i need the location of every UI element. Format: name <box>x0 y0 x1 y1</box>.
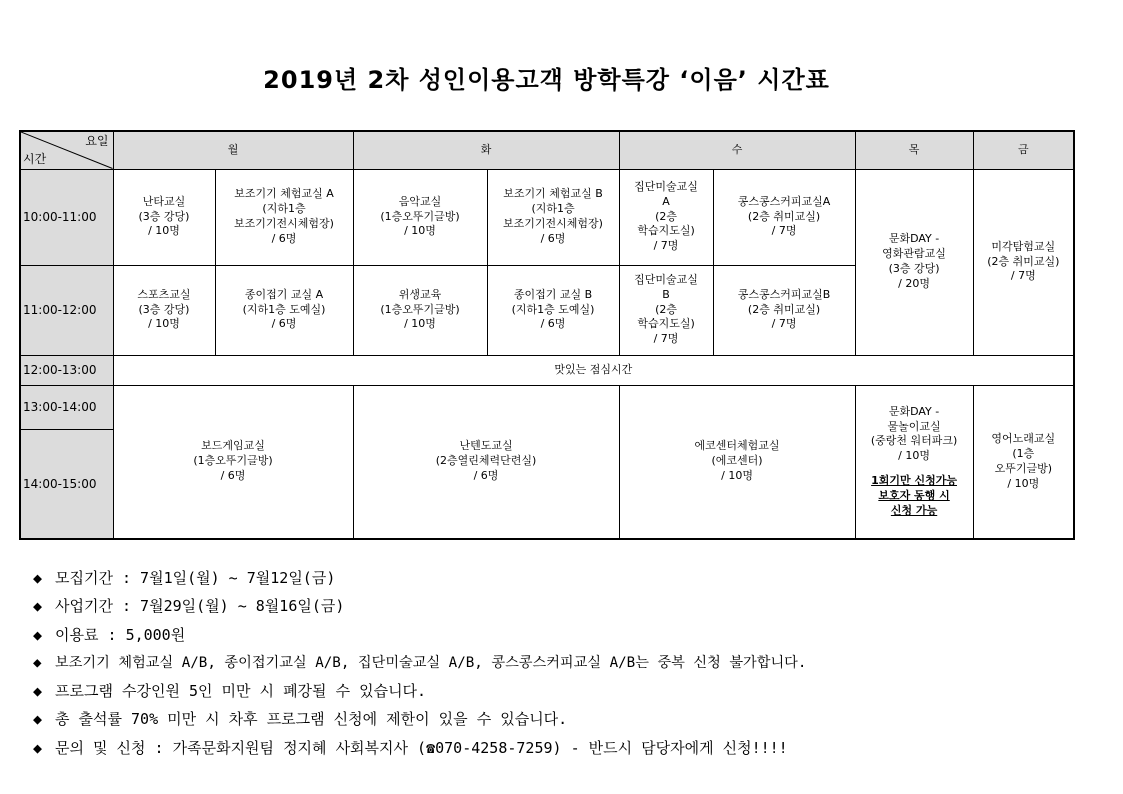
timetable <box>19 130 1075 540</box>
day-header-thu: 목 <box>855 131 973 169</box>
class-capacity: / 6명 <box>271 231 297 245</box>
class-place: (3층 강당) <box>138 302 190 316</box>
corner-day-label: 요일 <box>85 134 109 148</box>
note-item: ◆ 보조기기 체험교실 A/B, 종이접기교실 A/B, 집단미술교실 A/B, 콩스콩스커피교실 A/B는 중복 신청 불가합니다. <box>33 649 806 677</box>
class-name: 종이접기 교실 A <box>244 287 324 301</box>
class-name: 영화관람교실 <box>882 247 946 261</box>
class-capacity: / 6명 <box>540 231 566 245</box>
diamond-bullet-icon: ◆ <box>33 738 43 757</box>
time-label: 14:00-15:00 <box>20 429 113 539</box>
class-capacity: / 6명 <box>473 469 499 483</box>
class-cell <box>487 265 619 355</box>
class-place: (3층 강당) <box>138 209 190 223</box>
class-place: (1층오뚜기글방) <box>193 454 273 468</box>
class-name: 위생교육 <box>398 287 442 301</box>
class-cell <box>487 169 619 265</box>
class-place: 학습지도실) <box>637 317 695 331</box>
class-capacity: / 10명 <box>898 449 930 463</box>
class-capacity: / 10명 <box>1007 476 1040 490</box>
class-name: A <box>662 194 670 208</box>
class-place: (1층 <box>1012 446 1035 460</box>
diamond-bullet-icon: ◆ <box>33 710 43 729</box>
class-name: 난텐도교실 <box>459 439 513 453</box>
class-capacity: / 6명 <box>540 317 566 331</box>
class-cell <box>113 169 215 265</box>
day-header-mon: 월 <box>113 131 353 169</box>
class-name: 집단미술교실 <box>634 179 698 193</box>
class-name: 문화DAY - <box>888 232 940 246</box>
class-name: 스포츠교실 <box>137 287 191 301</box>
class-place: (지하1층 도예실) <box>511 302 595 316</box>
class-name: 종이접기 교실 B <box>513 287 593 301</box>
class-name: 문화DAY - <box>888 404 940 418</box>
class-place: (지하1층 <box>531 202 575 216</box>
header-corner <box>20 131 113 169</box>
class-capacity: / 10명 <box>404 317 436 331</box>
class-cell <box>973 169 1074 355</box>
class-name: 집단미술교실 <box>634 272 698 286</box>
class-place: (2층열린체력단련실) <box>435 454 537 468</box>
class-place: 학습지도실) <box>637 224 695 238</box>
class-cell <box>973 385 1074 539</box>
class-place: (에코센터) <box>711 454 763 468</box>
class-capacity: / 7명 <box>653 332 679 346</box>
note-item: ◆ 사업기간 : 7월29일(월) ~ 8월16일(금) <box>33 592 806 620</box>
class-capacity: / 7명 <box>771 224 797 238</box>
class-place: 보조기기전시체험장) <box>234 217 334 230</box>
class-place: (지하1층 도예실) <box>242 302 326 316</box>
class-cell <box>855 169 973 355</box>
class-place: 보조기기전시체험장) <box>503 217 603 230</box>
class-note: 신청 가능 <box>890 503 938 517</box>
class-capacity: / 10명 <box>148 317 180 331</box>
diamond-bullet-icon: ◆ <box>33 625 43 644</box>
class-name: 콩스콩스커피교실A <box>737 194 831 208</box>
diamond-bullet-icon: ◆ <box>33 597 43 616</box>
class-cell <box>713 265 855 355</box>
class-cell <box>713 169 855 265</box>
class-cell <box>619 169 713 265</box>
class-place: (지하1층 <box>262 202 306 216</box>
class-capacity: / 10명 <box>721 469 753 483</box>
class-capacity: / 6명 <box>271 317 297 331</box>
class-note: 1회기만 신청가능 <box>871 474 957 488</box>
class-place: (2층 취미교실) <box>747 302 821 316</box>
class-capacity: / 10명 <box>404 224 436 238</box>
time-label: 13:00-14:00 <box>20 385 113 429</box>
class-name: 미각탐험교실 <box>991 239 1056 253</box>
corner-time-label: 시간 <box>23 152 47 167</box>
class-capacity: / 20명 <box>898 276 930 290</box>
diamond-bullet-icon: ◆ <box>33 569 43 587</box>
class-cell <box>215 169 353 265</box>
lunch-cell: 맛있는 점심시간 <box>113 355 1074 385</box>
diamond-bullet-icon: ◆ <box>33 654 42 671</box>
class-name: 에코센터체험교실 <box>694 439 780 453</box>
class-cell <box>353 265 487 355</box>
class-name: 콩스콩스커피교실B <box>737 287 831 301</box>
note-item: ◆ 프로그램 수강인원 5인 미만 시 폐강될 수 있습니다. <box>33 677 806 705</box>
time-label: 12:00-13:00 <box>20 355 113 385</box>
class-name: 난타교실 <box>142 194 186 208</box>
day-header-wed: 수 <box>619 131 855 169</box>
class-capacity: / 7명 <box>653 239 679 253</box>
class-name: 보조기기 체험교실 B <box>503 187 603 201</box>
day-header-tue: 화 <box>353 131 619 169</box>
class-cell <box>353 385 619 539</box>
class-place: (2층 취미교실) <box>987 254 1060 268</box>
note-item: ◆ 모집기간 : 7월1일(월) ~ 7월12일(금) <box>33 564 806 592</box>
class-place: (2층 <box>655 302 677 316</box>
diamond-bullet-icon: ◆ <box>33 682 43 701</box>
class-capacity: / 7명 <box>1010 269 1036 283</box>
class-place: (1층오뚜기글방) <box>380 302 460 316</box>
class-place: (2층 <box>655 209 677 223</box>
time-label: 10:00-11:00 <box>20 169 113 265</box>
class-capacity: / 10명 <box>148 224 180 238</box>
page-title: 2019년 2차 성인이용고객 방학특강 ‘이음’ 시간표 <box>263 66 830 94</box>
class-name: 보드게임교실 <box>201 439 265 453</box>
class-capacity: / 7명 <box>771 317 797 331</box>
class-cell <box>619 265 713 355</box>
class-capacity: / 6명 <box>220 469 246 483</box>
class-place: 오뚜기글방) <box>994 461 1052 475</box>
class-cell <box>353 169 487 265</box>
class-cell <box>855 385 973 539</box>
note-item: ◆ 이용료 : 5,000원 <box>33 621 806 649</box>
class-place: (1층오뚜기글방) <box>380 209 460 223</box>
note-item: ◆ 총 출석률 70% 미만 시 차후 프로그램 신청에 제한이 있을 수 있습니다. <box>33 705 806 733</box>
class-note: 보호자 동행 시 <box>878 489 950 503</box>
class-cell <box>113 385 353 539</box>
class-cell <box>215 265 353 355</box>
class-cell <box>619 385 855 539</box>
day-header-fri: 금 <box>973 131 1074 169</box>
class-place: (중랑천 워터파크) <box>870 434 958 448</box>
class-name: 영어노래교실 <box>991 432 1056 446</box>
class-name: 물놀이교실 <box>887 419 941 433</box>
class-place: (2층 취미교실) <box>747 209 821 223</box>
notes-list <box>33 564 806 762</box>
class-cell <box>113 265 215 355</box>
note-item: ◆ 문의 및 신청 : 가족문화지원팀 정지혜 사회복지사 (☎070-4258-7259) - 반드시 담당자에게 신청!!!! <box>33 734 806 762</box>
class-place: (3층 강당) <box>888 262 940 275</box>
class-name: B <box>662 287 670 301</box>
class-name: 음악교실 <box>398 194 442 208</box>
class-name: 보조기기 체험교실 A <box>234 187 334 201</box>
time-label: 11:00-12:00 <box>20 265 113 355</box>
